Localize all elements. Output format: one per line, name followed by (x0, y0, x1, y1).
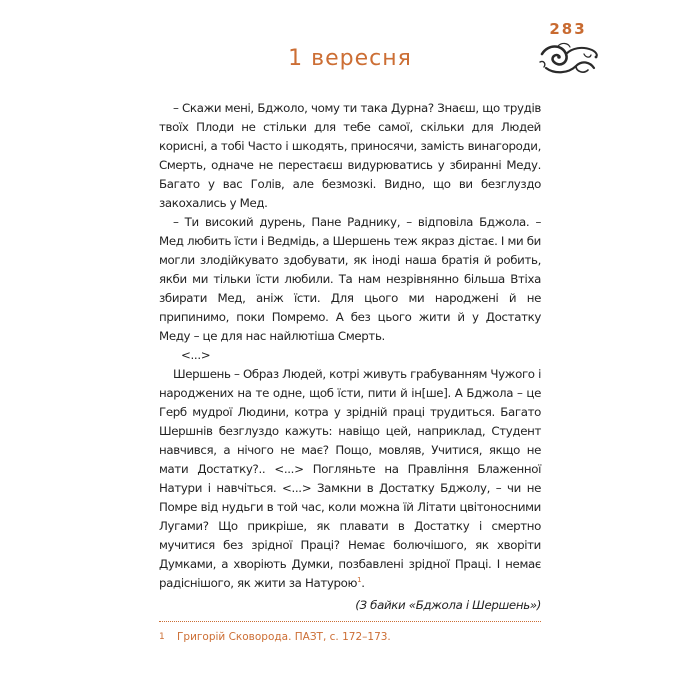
footnote-reference[interactable]: 1 (357, 576, 362, 585)
footnote-divider (159, 621, 541, 622)
footnote-text: Григорій Сковорода. ПАЗТ, с. 172–173. (177, 631, 391, 643)
omission-mark: <...> (181, 348, 211, 362)
paragraph: – Скажи мені, Бджоло, чому ти така Дурна? Знаєш, що трудів твоїх Плоди не стільки для тебе самої, скільки для Людей корисні, а тобі Часто і шкодять, приносячи, замість винагороди, Смерть, одначе не перестаєш видурюватись у збиранні Меду. Багато у вас Голів, але безмозкі. Видно, що ви безглуздо закохались у Мед. (159, 101, 541, 210)
paragraph-text: Шершень – Образ Людей, котрі живуть грабуванням Чужого і народжених на те одне, щоб їсти, пити й ін[ше]. А Бджола – це Герб мудрої Людини, котра у зрідній праці трудиться. Багато Шершнів безглуздо кажуть: навіщо цей, наприклад, Студент навчився, а нічого не має? Пощо, мовляв, Учитися, якщо не мати Достатку?.. <...> Погляньте на Правління Блаженної Натури і навчіться. <...> Замкни в Достатку Бджолу, – чи не Помре від нудьги в той час, коли можна їй Літати цвітоносними Лугами? Що прикріше, як плавати в Достатку і смертно мучитися без зрідної Праці? Немає болючішого, як хворіти Думками, а хворіють Думки, позбавлені зрідної Праці. І немає радіснішого, як жити за Натурою (159, 367, 541, 590)
page-number: 283 (549, 20, 587, 38)
paragraph: – Ти високий дурень, Пане Раднику, – відповіла Бджола. – Мед любить їсти і Ведмідь, а Шершень теж якраз дістає. І ми би могли злодійкувато здобувати, як іноді наша братія й робить, якби ми тільки їсти любили. Та нам незрівнянно більша Втіха збирати Мед, аніж їсти. Для цього ми народжені й не припинимо, поки Помремо. А без цього жити й у Достатку Меду – це для нас найлютіша Смерть. (159, 215, 541, 343)
footnote-number: 1 (159, 632, 165, 642)
source-attribution: (З байки «Бджола і Шершень») (355, 598, 541, 612)
page-title: 1 вересня (288, 46, 412, 71)
footnote (159, 630, 541, 644)
paragraph: Шершень – Образ Людей, котрі живуть грабуванням Чужого і народжених на те одне, щоб їсти, пити й ін[ше]. А Бджола – це Герб мудрої Людини, котра у зрідній праці трудиться. Багато Шершнів безглуздо кажуть: навіщо цей, наприклад, Студент навчився, а нічого не має? Пощо, мовляв, Учитися, якщо не мати Достатку?.. <...> Погляньте на Правління Блаженної Натури і навчіться. <...> Замкни в Достатку Бджолу, – чи не Помре від нудьги в той час, коли можна їй Літати цвітоносними Лугами? Що прикріше, як плавати в Достатку і смертно мучитися без зрідної Праці? Немає болючішого, як хворіти Думками, а хворіють Думки, позбавлені зрідної Праці. І немає радіснішого, як жити за Натурою$^1$. (159, 367, 541, 590)
text-body (159, 99, 541, 615)
